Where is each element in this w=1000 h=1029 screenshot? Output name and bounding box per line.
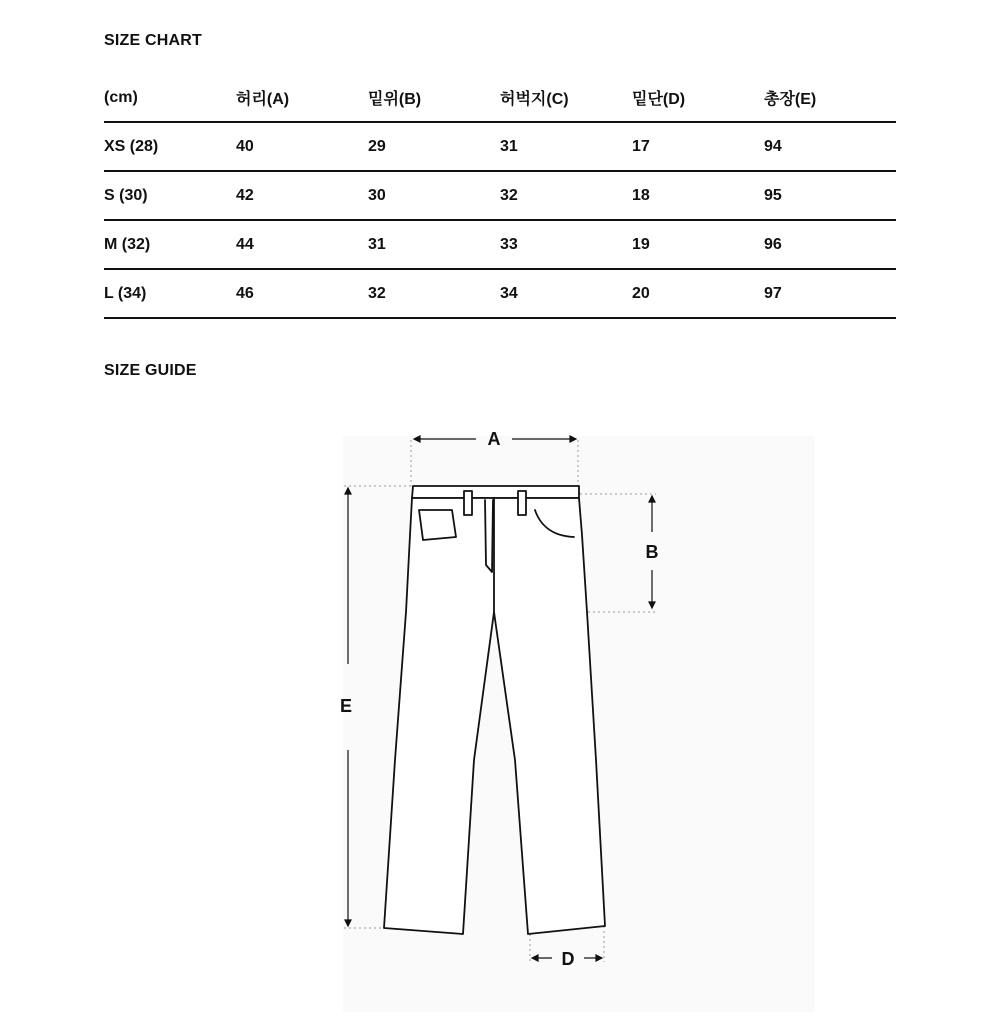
table-cell: 33 <box>500 220 632 269</box>
size-cell: M (32) <box>104 220 236 269</box>
pants-illustration <box>384 486 605 934</box>
label-b: B <box>645 542 659 562</box>
table-cell: 31 <box>368 220 500 269</box>
table-cell: 97 <box>764 269 896 318</box>
label-e: E <box>339 696 353 716</box>
table-cell: 18 <box>632 171 764 220</box>
table-cell: 19 <box>632 220 764 269</box>
size-cell: XS (28) <box>104 122 236 171</box>
table-cell: 40 <box>236 122 368 171</box>
table-cell: 20 <box>632 269 764 318</box>
table-cell: 32 <box>368 269 500 318</box>
size-guide-title: SIZE GUIDE <box>104 362 197 379</box>
header-hem: 밑단(D) <box>632 74 764 122</box>
table-cell: 95 <box>764 171 896 220</box>
table-cell: 32 <box>500 171 632 220</box>
size-chart-title: SIZE CHART <box>104 32 202 49</box>
table-cell: 17 <box>632 122 764 171</box>
table-cell: 44 <box>236 220 368 269</box>
size-cell: S (30) <box>104 171 236 220</box>
table-cell: 29 <box>368 122 500 171</box>
table-cell: 96 <box>764 220 896 269</box>
table-cell: 42 <box>236 171 368 220</box>
label-a: A <box>487 429 501 449</box>
table-cell: 34 <box>500 269 632 318</box>
table-cell: 31 <box>500 122 632 171</box>
header-unit: (cm) <box>104 74 236 122</box>
header-waist: 허리(A) <box>236 74 368 122</box>
label-d: D <box>561 949 575 969</box>
header-length: 총장(E) <box>764 74 896 122</box>
header-rise: 밑위(B) <box>368 74 500 122</box>
table-cell: 46 <box>236 269 368 318</box>
table-cell: 30 <box>368 171 500 220</box>
table-cell: 94 <box>764 122 896 171</box>
header-thigh: 허벅지(C) <box>500 74 632 122</box>
size-cell: L (34) <box>104 269 236 318</box>
